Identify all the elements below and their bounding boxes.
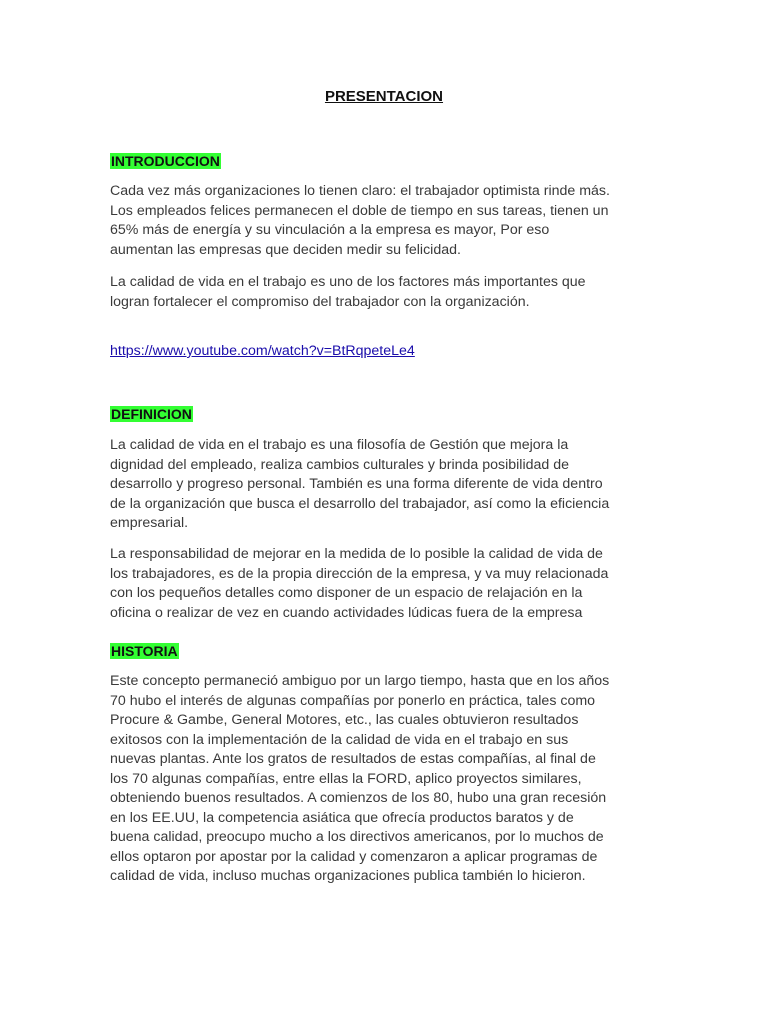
text-line: La responsabilidad de mejorar en la medida de lo posible la calidad de vida de: [110, 546, 603, 562]
definicion-paragraph-2: [110, 545, 670, 623]
text-line: Los empleados felices permanecen el doble de tiempo en sus tareas, tienen un: [110, 202, 609, 219]
text-line: exitosos con la implementación de la calidad de vida en el trabajo en sus: [110, 731, 569, 748]
text-line: calidad de vida, incluso muchas organizaciones publica también lo hicieron.: [110, 868, 586, 884]
text-line: Este concepto permaneció ambiguo por un largo tiempo, hasta que en los años: [110, 673, 610, 689]
text-line: 65% más de energía y su vinculación a la empresa es mayor, Por eso: [110, 222, 550, 238]
text-line: La calidad de vida en el trabajo es uno de los factores más importantes que: [110, 274, 586, 290]
text-line: dignidad del empleado, realiza cambios culturales y brinda posibilidad de: [110, 456, 570, 473]
text-line: los trabajadores, es de la propia dirección de la empresa, y va muy relacionada: [110, 565, 609, 582]
definicion-paragraph-1: [110, 436, 670, 534]
text-line: obteniendo buenos resultados. A comienzos de los 80, hubo una gran recesión: [110, 790, 607, 806]
text-line: aumentan las empresas que deciden medir su felicidad.: [110, 241, 461, 258]
text-line: los 70 algunas compañías, entre ellas la FORD, aplico proyectos similares,: [110, 770, 582, 787]
text-line: en los EE.UU, la competencia asiática que ofrecía productos baratos y de: [110, 809, 574, 826]
heading-definicion-label: DEFINICION: [111, 406, 192, 422]
text-line: La calidad de vida en el trabajo es una filosofía de Gestión que mejora la: [110, 437, 569, 453]
text-line: nuevas plantas. Ante los gratos de resultados de estas compañías, al final de: [110, 751, 596, 767]
heading-historia-label: HISTORIA: [111, 643, 178, 659]
text-line: desarrollo y progreso personal. También es una forma diferente de vida dentro: [110, 476, 603, 492]
heading-historia: [110, 643, 179, 659]
text-line: ellos optaron por apostar por la calidad y comenzaron a aplicar programas de: [110, 848, 598, 865]
heading-definicion: [110, 406, 193, 422]
text-line: de la organización que busca el desarrollo del trabajador, así como la eficiencia: [110, 495, 610, 512]
text-line: logran fortalecer el compromiso del trabajador con la organización.: [110, 293, 530, 310]
text-line: con los pequeños detalles como disponer de un espacio de relajación en la: [110, 585, 583, 601]
historia-paragraph-1: [110, 672, 670, 887]
text-line: Cada vez más organizaciones lo tienen claro: el trabajador optimista rinde más.: [110, 183, 610, 199]
youtube-link[interactable]: https://www.youtube.com/watch?v=BtRqpeteLe4: [110, 343, 415, 359]
document-title: PRESENTACION: [324, 88, 444, 105]
text-line: empresarial.: [110, 515, 189, 531]
intro-paragraph-2: [110, 273, 670, 312]
text-line: oficina o realizar de vez en cuando actividades lúdicas fuera de la empresa: [110, 604, 583, 621]
intro-paragraph-1: [110, 182, 670, 260]
heading-introduccion: [110, 153, 221, 169]
text-line: 70 hubo el interés de algunas compañías por ponerlo en práctica, tales como: [110, 692, 596, 709]
heading-introduccion-label: INTRODUCCION: [111, 153, 220, 169]
text-line: buena calidad, preocupo mucho a los directivos americanos, por lo muchos de: [110, 829, 604, 845]
text-line: Procure & Gambe, General Motores, etc., las cuales obtuvieron resultados: [110, 712, 579, 728]
